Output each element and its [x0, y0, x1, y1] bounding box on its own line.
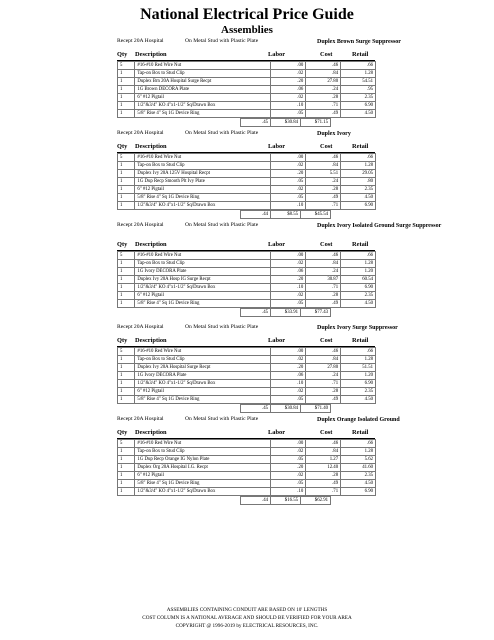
- qty-cell: 5: [118, 440, 135, 448]
- retail-cell: 5.62: [341, 456, 376, 464]
- retail-cell: 2.35: [341, 472, 376, 480]
- col-cost: Cost: [320, 51, 333, 58]
- column-header-row: [117, 240, 375, 251]
- description-cell: 1G Ivory DECORA Plate: [135, 268, 271, 276]
- description-cell: Duplex Brn 20A Hospital Surge Recpt: [135, 78, 271, 86]
- col-description: Description: [135, 241, 167, 248]
- retail-cell: 29.05: [341, 170, 376, 178]
- description-cell: #16-#10 Red Wire Nut: [135, 252, 271, 260]
- labor-cell: .06: [271, 372, 306, 380]
- labor-cell: .02: [271, 94, 306, 102]
- totals-row: [240, 496, 331, 505]
- section-location: Recept 20A Hospital: [117, 38, 164, 44]
- cost-cell: .71: [306, 284, 341, 292]
- cost-cell: 1.27: [306, 456, 341, 464]
- col-qty: Qty: [117, 51, 128, 58]
- table-row: [118, 170, 376, 178]
- total-labor: .45: [241, 405, 271, 413]
- table-row: [118, 276, 376, 284]
- cost-cell: .49: [306, 110, 341, 118]
- section-location: Recept 20A Hospital: [117, 416, 164, 422]
- labor-cell: .02: [271, 260, 306, 268]
- total-cost: $33.91: [271, 309, 301, 317]
- labor-cell: .02: [271, 186, 306, 194]
- table-row: [118, 162, 376, 170]
- total-labor: .44: [241, 211, 271, 219]
- qty-cell: 1: [118, 388, 135, 396]
- retail-cell: 54.51: [341, 78, 376, 86]
- labor-cell: .10: [271, 488, 306, 496]
- table-row: [118, 292, 376, 300]
- labor-cell: .06: [271, 268, 306, 276]
- labor-cell: .00: [271, 62, 306, 70]
- section-mount: On Metal Stud with Plastic Plate: [185, 222, 259, 228]
- qty-cell: 1: [118, 170, 135, 178]
- table-row: [118, 154, 376, 162]
- retail-cell: .66: [341, 440, 376, 448]
- cost-cell: .71: [306, 102, 341, 110]
- table-row: [118, 348, 376, 356]
- qty-cell: 1: [118, 70, 135, 78]
- table-row: [118, 78, 376, 86]
- col-cost: Cost: [320, 337, 333, 344]
- description-cell: 6" #12 Pigtail: [135, 472, 271, 480]
- qty-cell: 1: [118, 356, 135, 364]
- qty-cell: 1: [118, 456, 135, 464]
- total-labor: .44: [241, 497, 271, 505]
- cost-cell: .24: [306, 178, 341, 186]
- retail-cell: 4.50: [341, 480, 376, 488]
- col-qty: Qty: [117, 337, 128, 344]
- labor-cell: .00: [271, 348, 306, 356]
- assembly-section: [0, 130, 494, 219]
- table-row: [118, 448, 376, 456]
- cost-cell: .71: [306, 202, 341, 210]
- description-cell: 1G Ivory DECORA Plate: [135, 372, 271, 380]
- section-header: [0, 222, 494, 234]
- description-cell: #16-#10 Red Wire Nut: [135, 348, 271, 356]
- qty-cell: 1: [118, 480, 135, 488]
- total-labor: .45: [241, 119, 271, 127]
- qty-cell: 1: [118, 300, 135, 308]
- col-labor: Labor: [268, 429, 286, 436]
- table-row: [118, 396, 376, 404]
- description-cell: Tap-on Box to Stud Clip: [135, 448, 271, 456]
- assembly-section: [0, 222, 494, 317]
- description-cell: 6" #12 Pigtail: [135, 292, 271, 300]
- description-cell: 5/8" Rise 4" Sq 1G Device Ring: [135, 300, 271, 308]
- description-cell: 1/2"&3/4" KO 4"x1-1/2" Sq/Drawn Box: [135, 102, 271, 110]
- total-labor: .45: [241, 309, 271, 317]
- description-cell: 1/2"&3/4" KO 4"x1-1/2" Sq/Drawn Box: [135, 380, 271, 388]
- qty-cell: 1: [118, 186, 135, 194]
- total-retail: $71.40: [301, 405, 331, 413]
- retail-cell: 2.35: [341, 186, 376, 194]
- table-row: [118, 102, 376, 110]
- retail-cell: 1.28: [341, 448, 376, 456]
- qty-cell: 1: [118, 276, 135, 284]
- items-table: [117, 347, 376, 404]
- table-row: [118, 94, 376, 102]
- col-retail: Retail: [352, 143, 369, 150]
- labor-cell: .00: [271, 440, 306, 448]
- cost-cell: .24: [306, 268, 341, 276]
- table-row: [118, 284, 376, 292]
- labor-cell: .05: [271, 480, 306, 488]
- qty-cell: 1: [118, 396, 135, 404]
- description-cell: 5/8" Rise 4" Sq 1G Device Ring: [135, 480, 271, 488]
- retail-cell: 51.51: [341, 364, 376, 372]
- labor-cell: .02: [271, 472, 306, 480]
- section-mount: On Metal Stud with Plastic Plate: [185, 130, 259, 136]
- description-cell: 1/2"&3/4" KO 4"x1-1/2" Sq/Drawn Box: [135, 284, 271, 292]
- qty-cell: 5: [118, 62, 135, 70]
- description-cell: #16-#10 Red Wire Nut: [135, 62, 271, 70]
- labor-cell: .05: [271, 396, 306, 404]
- cost-cell: 12.40: [306, 464, 341, 472]
- table-row: [118, 62, 376, 70]
- cost-cell: 5.51: [306, 170, 341, 178]
- labor-cell: .20: [271, 78, 306, 86]
- cost-cell: 27.80: [306, 364, 341, 372]
- cost-cell: .84: [306, 70, 341, 78]
- section-mount: On Metal Stud with Plastic Plate: [185, 38, 259, 44]
- col-cost: Cost: [320, 143, 333, 150]
- items-table: [117, 61, 376, 118]
- section-assembly-name: Duplex Brown Surge Suppressor: [317, 39, 401, 45]
- table-row: [118, 178, 376, 186]
- qty-cell: 1: [118, 372, 135, 380]
- description-cell: Duplex Ivy 20A Hospital Surge Recpt: [135, 364, 271, 372]
- retail-cell: 4.50: [341, 194, 376, 202]
- col-retail: Retail: [352, 241, 369, 248]
- cost-cell: .84: [306, 260, 341, 268]
- retail-cell: 1.28: [341, 260, 376, 268]
- labor-cell: .20: [271, 364, 306, 372]
- qty-cell: 1: [118, 464, 135, 472]
- description-cell: 1/2"&3/4" KO 4"x1-1/2" Sq/Drawn Box: [135, 202, 271, 210]
- cost-cell: .49: [306, 396, 341, 404]
- description-cell: Tap-on Box to Stud Clip: [135, 162, 271, 170]
- qty-cell: 1: [118, 202, 135, 210]
- cost-cell: .46: [306, 62, 341, 70]
- description-cell: 1G Brown DECORA Plate: [135, 86, 271, 94]
- col-cost: Cost: [320, 429, 333, 436]
- section-header: [0, 38, 494, 50]
- qty-cell: 1: [118, 448, 135, 456]
- qty-cell: 1: [118, 260, 135, 268]
- total-retail: $77.43: [301, 309, 331, 317]
- total-cost: $30.84: [271, 405, 301, 413]
- table-row: [118, 202, 376, 210]
- description-cell: 5/8" Rise 4" Sq 1G Device Ring: [135, 396, 271, 404]
- table-row: [118, 480, 376, 488]
- labor-cell: .10: [271, 284, 306, 292]
- description-cell: 1G Dup Recp Orange IG Nylon Plate: [135, 456, 271, 464]
- assembly-section: [0, 38, 494, 127]
- labor-cell: .02: [271, 70, 306, 78]
- retail-cell: 60.54: [341, 276, 376, 284]
- table-row: [118, 268, 376, 276]
- retail-cell: 6.90: [341, 380, 376, 388]
- assembly-section: [0, 324, 494, 413]
- col-retail: Retail: [352, 429, 369, 436]
- total-cost: $30.84: [271, 119, 301, 127]
- table-row: [118, 472, 376, 480]
- cost-cell: .49: [306, 480, 341, 488]
- retail-cell: 1.28: [341, 70, 376, 78]
- items-table: [117, 153, 376, 210]
- section-header: [0, 324, 494, 336]
- table-row: [118, 388, 376, 396]
- qty-cell: 5: [118, 252, 135, 260]
- total-cost: $8.55: [271, 211, 301, 219]
- cost-cell: .71: [306, 380, 341, 388]
- col-labor: Labor: [268, 337, 286, 344]
- retail-cell: 1.20: [341, 372, 376, 380]
- retail-cell: .66: [341, 62, 376, 70]
- cost-cell: .46: [306, 252, 341, 260]
- section-mount: On Metal Stud with Plastic Plate: [185, 416, 259, 422]
- labor-cell: .20: [271, 170, 306, 178]
- description-cell: 5/8" Rise 4" Sq 1G Device Ring: [135, 110, 271, 118]
- total-cost: $16.55: [271, 497, 301, 505]
- qty-cell: 1: [118, 472, 135, 480]
- cost-cell: .49: [306, 194, 341, 202]
- col-qty: Qty: [117, 143, 128, 150]
- table-row: [118, 456, 376, 464]
- labor-cell: .05: [271, 456, 306, 464]
- labor-cell: .20: [271, 464, 306, 472]
- col-description: Description: [135, 429, 167, 436]
- table-row: [118, 364, 376, 372]
- cost-cell: .49: [306, 300, 341, 308]
- table-row: [118, 70, 376, 78]
- qty-cell: 1: [118, 488, 135, 496]
- labor-cell: .20: [271, 276, 306, 284]
- footer-copyright: COPYRIGHT @ 1996-2019 by ELECTRICAL RESOURCES, INC.: [175, 623, 319, 629]
- section-header: [0, 130, 494, 142]
- qty-cell: 1: [118, 178, 135, 186]
- column-header-row: [117, 142, 375, 153]
- page-subtitle: Assemblies: [221, 24, 273, 36]
- labor-cell: .06: [271, 86, 306, 94]
- section-location: Recept 20A Hospital: [117, 130, 164, 136]
- totals-row: [240, 210, 331, 219]
- total-retail: $45.54: [301, 211, 331, 219]
- cost-cell: .28: [306, 472, 341, 480]
- qty-cell: 1: [118, 380, 135, 388]
- retail-cell: 6.90: [341, 102, 376, 110]
- retail-cell: 6.90: [341, 488, 376, 496]
- col-cost: Cost: [320, 241, 333, 248]
- col-description: Description: [135, 51, 167, 58]
- labor-cell: .02: [271, 388, 306, 396]
- table-row: [118, 440, 376, 448]
- cost-cell: .28: [306, 94, 341, 102]
- labor-cell: .05: [271, 194, 306, 202]
- totals-row: [240, 118, 331, 127]
- description-cell: 6" #12 Pigtail: [135, 94, 271, 102]
- column-header-row: [117, 428, 375, 439]
- section-location: Recept 20A Hospital: [117, 222, 164, 228]
- totals-row: [240, 308, 331, 317]
- labor-cell: .05: [271, 300, 306, 308]
- retail-cell: 6.90: [341, 284, 376, 292]
- retail-cell: .66: [341, 154, 376, 162]
- table-row: [118, 194, 376, 202]
- qty-cell: 5: [118, 154, 135, 162]
- footer-note: COST COLUMN IS A NATIONAL AVERAGE AND SHOULD BE VERIFIED FOR YOUR AREA: [142, 615, 352, 621]
- col-description: Description: [135, 143, 167, 150]
- column-header-row: [117, 336, 375, 347]
- cost-cell: .46: [306, 348, 341, 356]
- retail-cell: 2.35: [341, 292, 376, 300]
- retail-cell: 6.90: [341, 202, 376, 210]
- col-labor: Labor: [268, 143, 286, 150]
- assembly-section: [0, 416, 494, 505]
- description-cell: 6" #12 Pigtail: [135, 186, 271, 194]
- table-row: [118, 464, 376, 472]
- labor-cell: .02: [271, 448, 306, 456]
- cost-cell: .71: [306, 488, 341, 496]
- table-row: [118, 380, 376, 388]
- cost-cell: .84: [306, 162, 341, 170]
- total-retail: $71.15: [301, 119, 331, 127]
- qty-cell: 1: [118, 78, 135, 86]
- labor-cell: .10: [271, 202, 306, 210]
- table-row: [118, 356, 376, 364]
- col-labor: Labor: [268, 51, 286, 58]
- qty-cell: 1: [118, 110, 135, 118]
- cost-cell: .84: [306, 448, 341, 456]
- cost-cell: .46: [306, 440, 341, 448]
- labor-cell: .02: [271, 162, 306, 170]
- labor-cell: .02: [271, 292, 306, 300]
- qty-cell: 1: [118, 284, 135, 292]
- qty-cell: 1: [118, 94, 135, 102]
- labor-cell: .05: [271, 110, 306, 118]
- items-table: [117, 251, 376, 308]
- page-title: National Electrical Price Guide: [140, 6, 354, 23]
- section-assembly-name: Duplex Ivory Isolated Ground Surge Suppressor: [317, 223, 442, 229]
- labor-cell: .00: [271, 154, 306, 162]
- table-row: [118, 300, 376, 308]
- retail-cell: 4.50: [341, 300, 376, 308]
- table-row: [118, 260, 376, 268]
- section-mount: On Metal Stud with Plastic Plate: [185, 324, 259, 330]
- retail-cell: 2.35: [341, 388, 376, 396]
- labor-cell: .10: [271, 380, 306, 388]
- description-cell: 5/8" Rise 4" Sq 1G Device Ring: [135, 194, 271, 202]
- cost-cell: .28: [306, 388, 341, 396]
- retail-cell: .66: [341, 348, 376, 356]
- qty-cell: 1: [118, 194, 135, 202]
- qty-cell: 1: [118, 364, 135, 372]
- table-row: [118, 86, 376, 94]
- col-qty: Qty: [117, 241, 128, 248]
- labor-cell: .10: [271, 102, 306, 110]
- retail-cell: .66: [341, 252, 376, 260]
- retail-cell: .95: [341, 86, 376, 94]
- table-row: [118, 372, 376, 380]
- qty-cell: 1: [118, 102, 135, 110]
- qty-cell: 1: [118, 268, 135, 276]
- col-description: Description: [135, 337, 167, 344]
- description-cell: 1/2"&3/4" KO 4"x1-1/2" Sq/Drawn Box: [135, 488, 271, 496]
- retail-cell: 2.35: [341, 94, 376, 102]
- column-header-row: [117, 50, 375, 61]
- cost-cell: .24: [306, 86, 341, 94]
- labor-cell: .02: [271, 356, 306, 364]
- qty-cell: 5: [118, 348, 135, 356]
- items-table: [117, 439, 376, 496]
- description-cell: Tap-on Box to Stud Clip: [135, 356, 271, 364]
- labor-cell: .05: [271, 178, 306, 186]
- retail-cell: 1.20: [341, 268, 376, 276]
- cost-cell: 27.80: [306, 78, 341, 86]
- qty-cell: 1: [118, 162, 135, 170]
- labor-cell: .00: [271, 252, 306, 260]
- totals-row: [240, 404, 331, 413]
- footer-note: ASSEMBLIES CONTAINING CONDUIT ARE BASED ON 10' LENGTHS: [166, 607, 328, 613]
- cost-cell: .28: [306, 186, 341, 194]
- qty-cell: 1: [118, 292, 135, 300]
- col-labor: Labor: [268, 241, 286, 248]
- section-assembly-name: Duplex Orange Isolated Ground: [317, 417, 400, 423]
- description-cell: Tap-on Box to Stud Clip: [135, 70, 271, 78]
- section-location: Recept 20A Hospital: [117, 324, 164, 330]
- retail-cell: 1.28: [341, 356, 376, 364]
- retail-cell: 4.50: [341, 396, 376, 404]
- cost-cell: 30.87: [306, 276, 341, 284]
- description-cell: #16-#10 Red Wire Nut: [135, 154, 271, 162]
- cost-cell: .46: [306, 154, 341, 162]
- cost-cell: .24: [306, 372, 341, 380]
- description-cell: Duplex Org 20A Hospital I.G. Recpt: [135, 464, 271, 472]
- section-assembly-name: Duplex Ivory Surge Suppressor: [317, 325, 398, 331]
- description-cell: Duplex Ivy 20A Hosp IG Surge Recpt: [135, 276, 271, 284]
- description-cell: #16-#10 Red Wire Nut: [135, 440, 271, 448]
- description-cell: Tap-on Box to Stud Clip: [135, 260, 271, 268]
- retail-cell: 1.28: [341, 162, 376, 170]
- table-row: [118, 488, 376, 496]
- table-row: [118, 186, 376, 194]
- total-retail: $62.91: [301, 497, 331, 505]
- cost-cell: .84: [306, 356, 341, 364]
- retail-cell: 4.50: [341, 110, 376, 118]
- description-cell: Duplex Ivy 20A 125V Hospital Recpt: [135, 170, 271, 178]
- description-cell: 1G Dup Recp Smooth Plt Ivy Plate: [135, 178, 271, 186]
- table-row: [118, 252, 376, 260]
- col-retail: Retail: [352, 337, 369, 344]
- col-qty: Qty: [117, 429, 128, 436]
- qty-cell: 1: [118, 86, 135, 94]
- col-retail: Retail: [352, 51, 369, 58]
- cost-cell: .28: [306, 292, 341, 300]
- retail-cell: 41.60: [341, 464, 376, 472]
- retail-cell: .80: [341, 178, 376, 186]
- section-header: [0, 416, 494, 428]
- table-row: [118, 110, 376, 118]
- section-assembly-name: Duplex Ivory: [317, 131, 351, 137]
- description-cell: 6" #12 Pigtail: [135, 388, 271, 396]
